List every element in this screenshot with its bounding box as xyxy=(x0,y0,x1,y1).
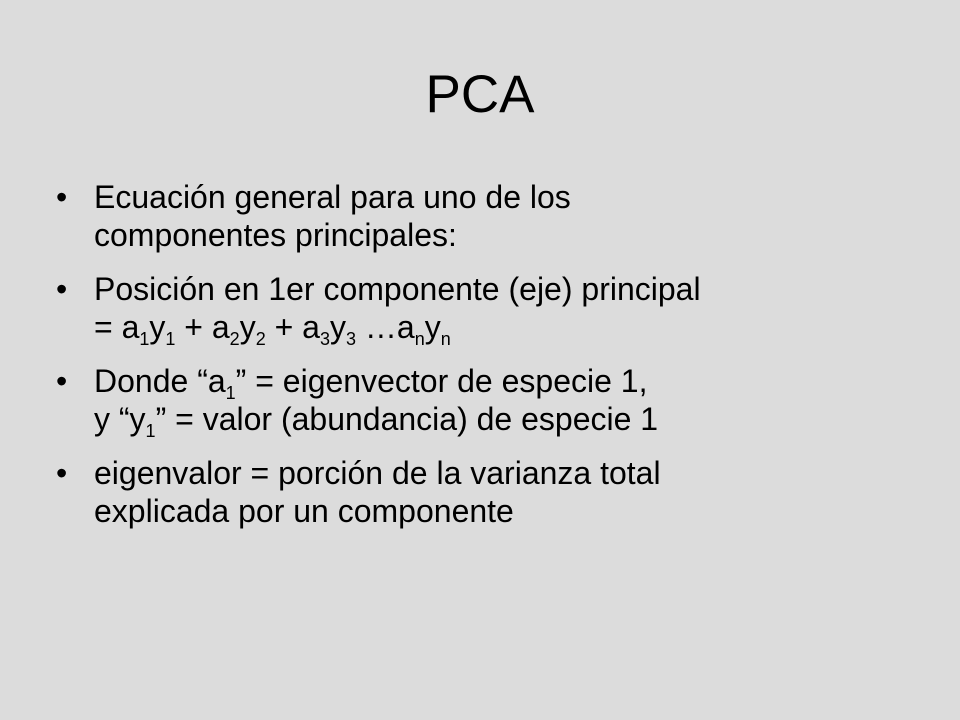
bullet-line: Ecuación general para uno de los xyxy=(94,179,571,215)
bullet-item-eigenvalue xyxy=(48,454,928,530)
eq-subscript: 3 xyxy=(319,329,330,349)
eq-subscript: 1 xyxy=(145,421,156,441)
bullet-item-position-equation xyxy=(48,270,928,349)
bullet-list xyxy=(48,178,928,546)
slide-title: PCA xyxy=(425,65,535,124)
bullet-marker: • xyxy=(56,455,68,491)
eq-var: y xyxy=(329,309,346,345)
eq-subscript: 1 xyxy=(139,329,150,349)
eq-var: a xyxy=(211,309,230,345)
bullet-line xyxy=(94,401,659,441)
eq-ellipsis: … xyxy=(356,309,397,345)
eq-operator: + xyxy=(265,309,303,345)
bullet-line: componentes principales: xyxy=(94,217,457,253)
eq-operator: + xyxy=(175,309,212,345)
eq-var: a xyxy=(396,309,415,345)
bullet-item-definitions xyxy=(48,362,928,441)
bullet-marker: • xyxy=(56,271,68,307)
text-fragment: y “y xyxy=(94,401,146,437)
eq-subscript: n xyxy=(440,329,451,349)
bullet-line xyxy=(94,363,648,403)
bullet-line: explicada por un componente xyxy=(94,493,514,529)
eq-prefix: = xyxy=(94,309,122,345)
bullet-marker: • xyxy=(56,363,68,399)
equation xyxy=(94,309,451,349)
eq-subscript: 2 xyxy=(255,329,266,349)
bullet-line: eigenvalor = porción de la varianza total xyxy=(94,455,661,491)
eq-subscript: 1 xyxy=(225,383,236,403)
eq-subscript: 2 xyxy=(229,329,240,349)
text-fragment: ” = valor (abundancia) de especie 1 xyxy=(155,401,659,437)
eq-var: y xyxy=(239,309,256,345)
text-fragment: Donde “a xyxy=(94,363,226,399)
eq-subscript: 3 xyxy=(345,329,356,349)
eq-var: a xyxy=(302,309,320,345)
eq-subscript: 1 xyxy=(165,329,176,349)
eq-subscript: n xyxy=(414,329,425,349)
eq-var: y xyxy=(149,309,166,345)
text-fragment: ” = eigenvector de especie 1, xyxy=(235,363,648,399)
bullet-line: Posición en 1er componente (eje) principal xyxy=(94,271,701,307)
bullet-marker: • xyxy=(56,179,68,215)
bullet-item-general-equation xyxy=(48,178,928,254)
eq-var: a xyxy=(121,309,140,345)
eq-var: y xyxy=(424,309,441,345)
